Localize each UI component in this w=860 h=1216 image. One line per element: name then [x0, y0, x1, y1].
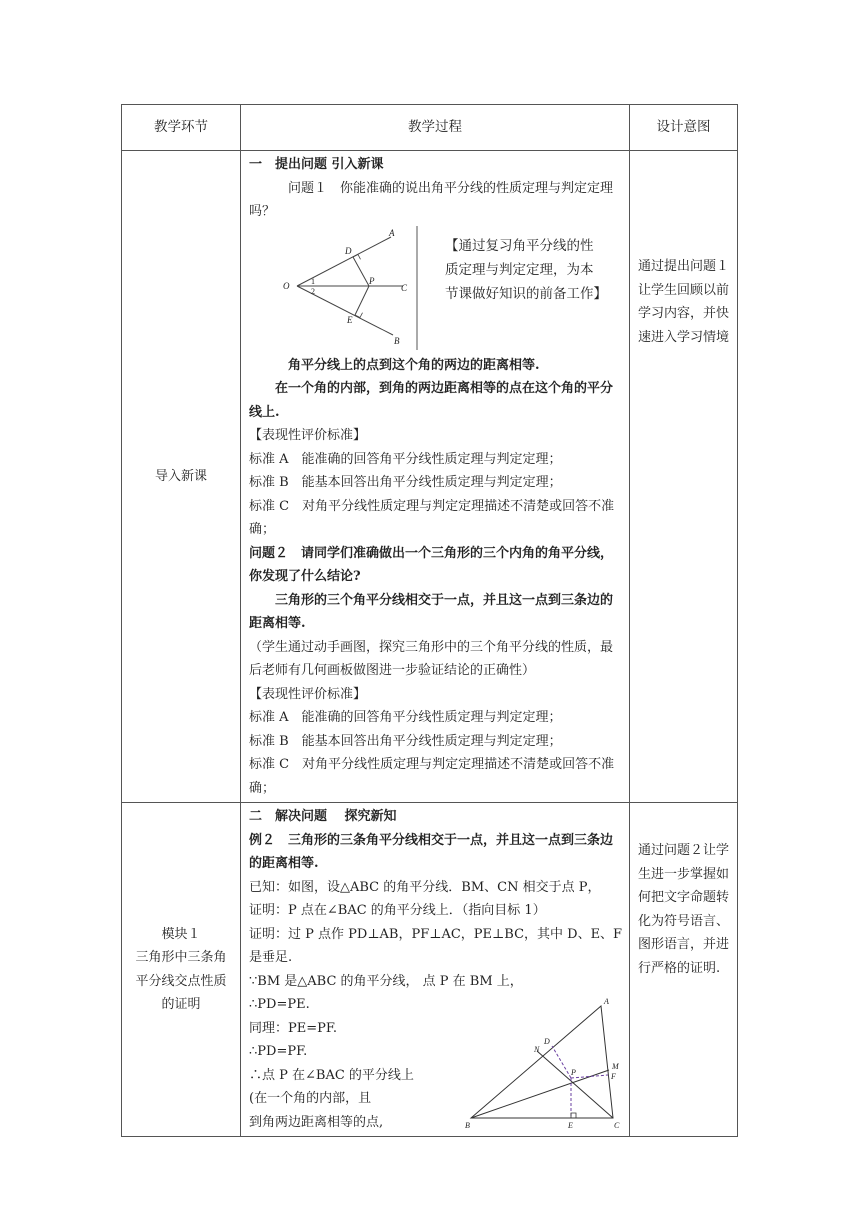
label-a: A	[389, 227, 395, 238]
label-angle-2: 2	[311, 286, 315, 296]
given: 已知：如图，设△ABC 的角平分线．BM、CN 相交于点 P，	[249, 879, 601, 895]
label-p2: P	[571, 1067, 576, 1077]
label-n2: N	[534, 1044, 540, 1054]
bisector-conclusion: 三角形的三个角平分线相交于一点，并且这一点到三条边的距离相等.	[249, 592, 614, 631]
table-header-row	[122, 105, 738, 151]
header-process: 教学过程	[241, 105, 630, 151]
right-angle-e2	[571, 1113, 576, 1118]
converse-theorem: 在一个角的内部，到角的两边距离相等的点在这个角的平分线上.	[249, 381, 614, 420]
label-m2: M	[612, 1061, 619, 1071]
process-intro	[241, 151, 630, 803]
label-b2: B	[465, 1120, 470, 1130]
segment-pd	[353, 257, 369, 286]
label-o: O	[283, 280, 290, 291]
label-d: D	[345, 245, 352, 256]
label-f2: F	[611, 1071, 616, 1081]
standard-a-1: 标准 A 能准确的回答角平分线性质定理与判定定理；	[249, 451, 562, 467]
label-a2: A	[604, 996, 609, 1006]
standard-c-1: 标准 C 对角平分线性质定理与判定定理描述不清楚或回答不准确；	[249, 498, 615, 537]
stage-module1	[122, 803, 241, 1137]
proof-step-7: (在一个角的内部，且	[249, 1091, 372, 1106]
proof-step-1: 证明：过 P 点作 PD⊥AB，PF⊥AC，PE⊥BC，其中 D、E、F 是垂足.	[249, 926, 623, 965]
review-note: 【通过复习角平分线的性质定理与判定定理，为本节课做好知识的前备工作】	[445, 237, 607, 302]
triangle-bisector-diagram	[461, 992, 631, 1132]
student-activity: （学生通过动手画图，探究三角形中的三个角平分线的性质，最后老师有几何画板做图进一步验证结论的正确性）	[249, 639, 614, 678]
lesson-plan-table	[121, 104, 738, 1137]
process-module1	[241, 803, 630, 1137]
bisector-bm	[471, 1067, 609, 1118]
standard-a-2: 标准 A 能准确的回答角平分线性质定理与判定定理；	[249, 710, 562, 725]
intent-module1-text: 通过问题２让学生进一步掌握如何把文字命题转化为符号语言、图形语言，并进行严格的证明.	[638, 843, 730, 976]
row-intro	[122, 151, 738, 803]
bisector-cn	[537, 1051, 613, 1118]
example-2: 例２ 三角形的三条角平分线相交于一点，并且这一点到三条边的距离相等.	[249, 832, 614, 871]
question-2: 问题２ 请同学们准确做出一个三角形的三个内角的角平分线，你发现了什么结论?	[249, 545, 614, 584]
intent-intro-text: 通过提出问题１让学生回顾以前学习内容，并快速进入学习情境	[638, 259, 730, 345]
angle-bisector-diagram	[259, 226, 429, 352]
proof-step-8: 到角两边距离相等的点,	[249, 1114, 384, 1130]
segment-pe	[355, 286, 369, 315]
label-c: C	[401, 282, 408, 293]
question-1: 问题１ 你能准确的说出角平分线的性质定理与判定定理吗？	[249, 180, 614, 219]
proof-step-4: 同理：PE=PF.	[249, 1020, 338, 1036]
eval-title-2: 【表现性评价标准】	[249, 686, 367, 702]
standard-b-1: 标准 B 能基本回答出角平分线性质定理与判定定理；	[249, 475, 562, 490]
proof-step-6: ∴点 P 在∠BAC 的平分线上	[249, 1067, 414, 1083]
figure-row-1	[249, 224, 623, 354]
row-module1	[122, 803, 738, 1137]
property-theorem: 角平分线上的点到这个角的两边的距离相等.	[288, 357, 540, 373]
eval-title-1: 【表现性评价标准】	[249, 428, 367, 443]
stage-module1-desc: 三角形中三条角平分线交点性质的证明	[135, 950, 227, 1012]
intent-module1	[630, 803, 738, 1137]
label-c2: C	[614, 1120, 620, 1130]
proof-step-3: ∴PD=PE.	[249, 997, 310, 1012]
proof-step-5: ∴PD=PF.	[249, 1044, 308, 1059]
label-p: P	[369, 275, 375, 286]
label-angle-1: 1	[311, 276, 315, 286]
to-prove: 证明：P 点在∠BAC 的角平分线上．（指向目标 1）	[249, 903, 546, 918]
proof-step-2: ∵BM 是△ABC 的角平分线， 点 P 在 BM 上，	[249, 973, 523, 989]
label-e: E	[347, 314, 353, 325]
section-title-2: 二 解决问题 探究新知	[249, 809, 397, 824]
label-e2: E	[568, 1120, 573, 1130]
standard-b-2: 标准 B 能基本回答出角平分线性质定理与判定定理；	[249, 733, 562, 749]
label-d2: D	[544, 1036, 550, 1046]
label-b: B	[394, 335, 400, 346]
stage-intro: 导入新课	[122, 151, 241, 803]
standard-c-2: 标准 C 对角平分线性质定理与判定定理描述不清楚或回答不准确；	[249, 757, 615, 796]
header-intent: 设计意图	[630, 105, 738, 151]
header-stage: 教学环节	[122, 105, 241, 151]
triangle-abc	[471, 1006, 613, 1118]
stage-module1-title: 模块１	[161, 926, 201, 942]
section-title-1: 一 提出问题 引入新课	[249, 157, 384, 172]
intent-intro	[630, 151, 738, 803]
